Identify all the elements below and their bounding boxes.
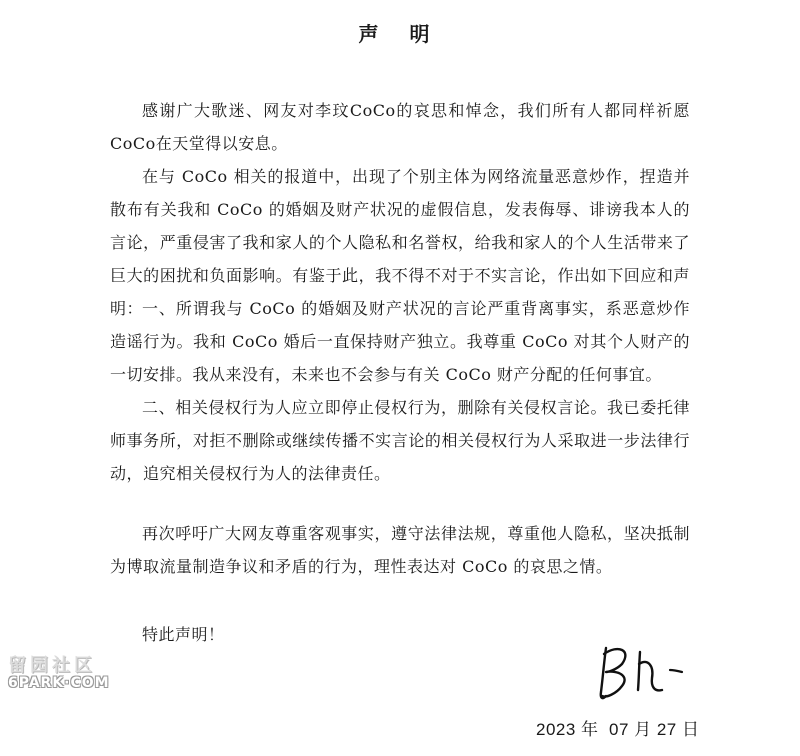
paragraph-closing: 特此声明！	[142, 625, 225, 644]
document-title: 声 明	[358, 22, 442, 46]
paragraph-gratitude: 感谢广大歌迷、网友对李玟CoCo的哀思和悼念，我们所有人都同样祈愿CoCo在天堂得以安息。	[110, 101, 690, 153]
document-date: 2023 年 07 月 27 日	[536, 720, 700, 739]
paragraph-point-two: 二、相关侵权行为人应立即停止侵权行为，删除有关侵权言论。我已委托律师事务所，对拒不删除或继续传播不实言论的相关侵权行为人采取进一步法律行动，追究相关侵权行为人的法律责任。	[110, 398, 690, 483]
watermark-english: 6PARK·COM	[8, 675, 110, 691]
watermark-chinese: 留园社区	[8, 655, 96, 676]
handwritten-signature	[592, 640, 692, 704]
paragraph-point-one: 一、所谓我与 CoCo 的婚姻及财产状况的言论严重背离事实，系恶意炒作造谣行为。我和 CoCo 婚后一直保持财产独立。我尊重 CoCo 对其个人财产的一切安排。我从来没有，未来也不会参与有关 CoCo 财产分配的任何事宜。	[110, 299, 690, 384]
paragraph-appeal: 再次呼吁广大网友尊重客观事实，遵守法律法规，尊重他人隐私，坚决抵制为博取流量制造争议和矛盾的行为，理性表达对 CoCo 的哀思之情。	[110, 524, 690, 576]
paragraph-background: 在与 CoCo 相关的报道中，出现了个别主体为网络流量恶意炒作，捏造并散布有关我和 CoCo 的婚姻及财产状况的虚假信息，发表侮辱、诽谤我本人的言论，严重侵害了我和家人的个人隐私和名誉权，给我和家人的个人生活带来了巨大的困扰和负面影响。有鉴于此，我不得不对于不实言论，作出如下回应和声明：	[110, 167, 690, 318]
